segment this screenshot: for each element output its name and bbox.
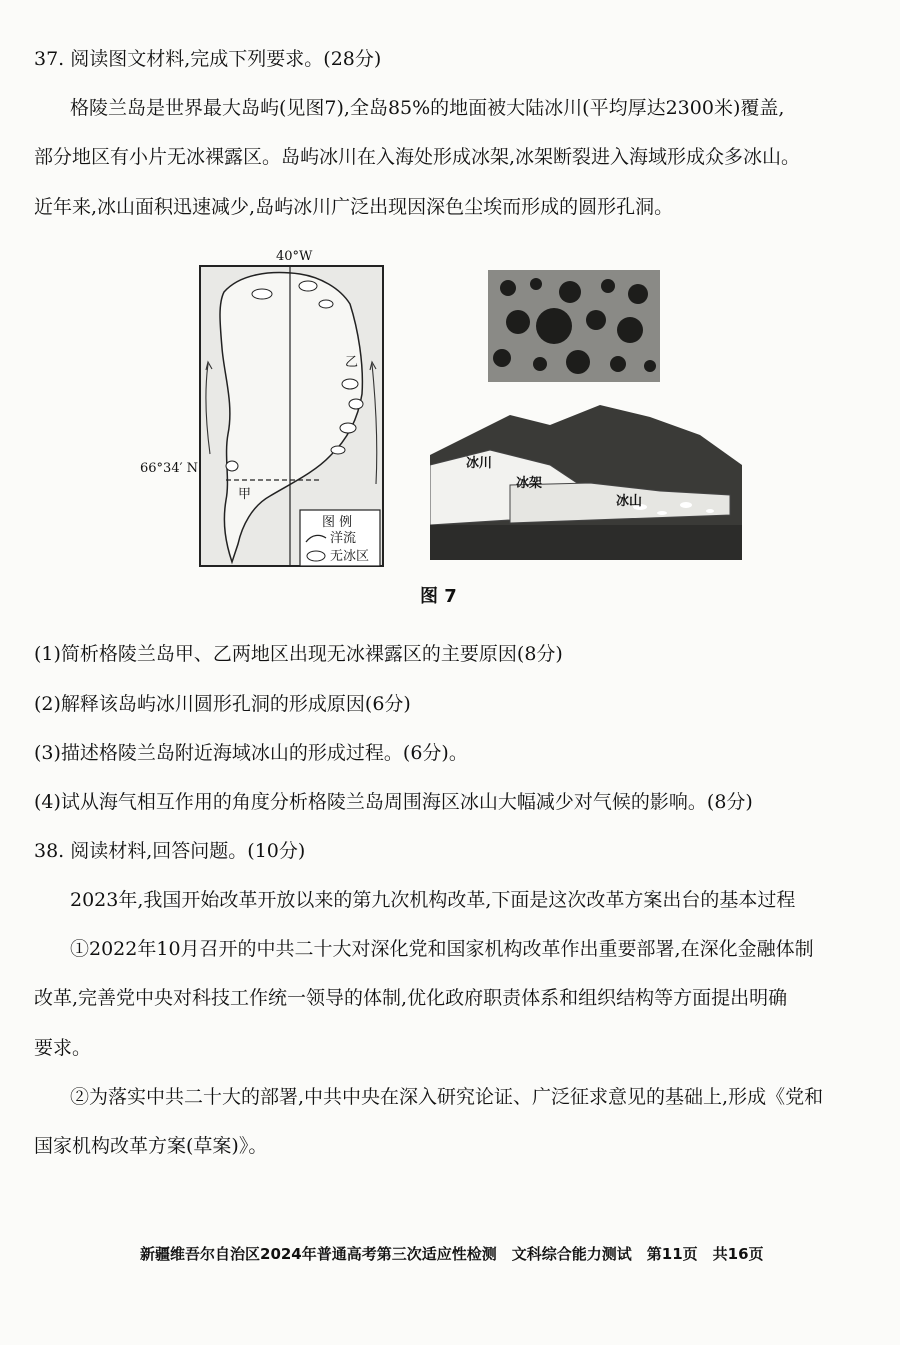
q37-paragraph-line-1: 格陵兰岛是世界最大岛屿(见图7),全岛85%的地面被大陆冰川(平均厚达2300米)覆盖, xyxy=(70,97,785,119)
question-38-title: 38. 阅读材料,回答问题。(10分) xyxy=(34,840,306,862)
map-legend xyxy=(300,510,380,566)
question-37-title: 37. 阅读图文材料,完成下列要求。(28分) xyxy=(34,48,382,70)
legend-title: 图 例 xyxy=(322,515,353,530)
q38-line-3: 改革,完善党中央对科技工作统一领导的体制,优化政府职责体系和组织结构等方面提出明确 xyxy=(34,987,788,1009)
glacier-block-diagram xyxy=(430,395,742,560)
glacier-holes-photo xyxy=(488,270,660,382)
q37-subquestion-2: (2)解释该岛屿冰川圆形孔洞的形成原因(6分) xyxy=(34,693,411,715)
q37-subquestion-1: (1)简析格陵兰岛甲、乙两地区出现无冰裸露区的主要原因(8分) xyxy=(34,643,563,665)
q37-subquestion-4: (4)试从海气相互作用的角度分析格陵兰岛周围海区冰山大幅减少对气候的影响。(8分) xyxy=(34,791,753,813)
latitude-label: 66°34′ N xyxy=(140,461,199,476)
q37-paragraph-line-2: 部分地区有小片无冰裸露区。岛屿冰川在入海处形成冰架,冰架断裂进入海域形成众多冰山。 xyxy=(34,146,801,168)
q38-line-2: ①2022年10月召开的中共二十大对深化党和国家机构改革作出重要部署,在深化金融体制 xyxy=(70,938,814,960)
q38-line-5: ②为落实中共二十大的部署,中共中央在深入研究论证、广泛征求意见的基础上,形成《党和 xyxy=(70,1086,824,1108)
figure-caption: 图 7 xyxy=(420,586,457,607)
q38-line-1: 2023年,我国开始改革开放以来的第九次机构改革,下面是这次改革方案出台的基本过程 xyxy=(70,889,796,911)
q37-paragraph-line-3: 近年来,冰山面积迅速减少,岛屿冰川广泛出现因深色尘埃而形成的圆形孔洞。 xyxy=(34,196,674,218)
q38-line-6: 国家机构改革方案(草案)》。 xyxy=(34,1135,268,1157)
meridian-label: 40°W xyxy=(276,249,313,264)
area-yi-label: 乙 xyxy=(345,355,359,370)
glacier-label: 冰川 xyxy=(466,456,493,471)
icefree-ellipse-icon xyxy=(307,551,325,561)
legend-current-label: 洋流 xyxy=(330,531,357,546)
page-footer: 新疆维吾尔自治区2024年普通高考第三次适应性检测 文科综合能力测试 第11页 共16页 xyxy=(140,1245,764,1263)
area-jia-label: 甲 xyxy=(238,487,252,502)
ice-shelf-label: 冰架 xyxy=(516,476,543,491)
q37-subquestion-3: (3)描述格陵兰岛附近海域冰山的形成过程。(6分)。 xyxy=(34,742,468,764)
greenland-map xyxy=(140,244,390,574)
q38-line-4: 要求。 xyxy=(34,1037,92,1059)
iceberg-label: 冰山 xyxy=(616,494,643,509)
legend-icefree-label: 无冰区 xyxy=(330,549,370,564)
